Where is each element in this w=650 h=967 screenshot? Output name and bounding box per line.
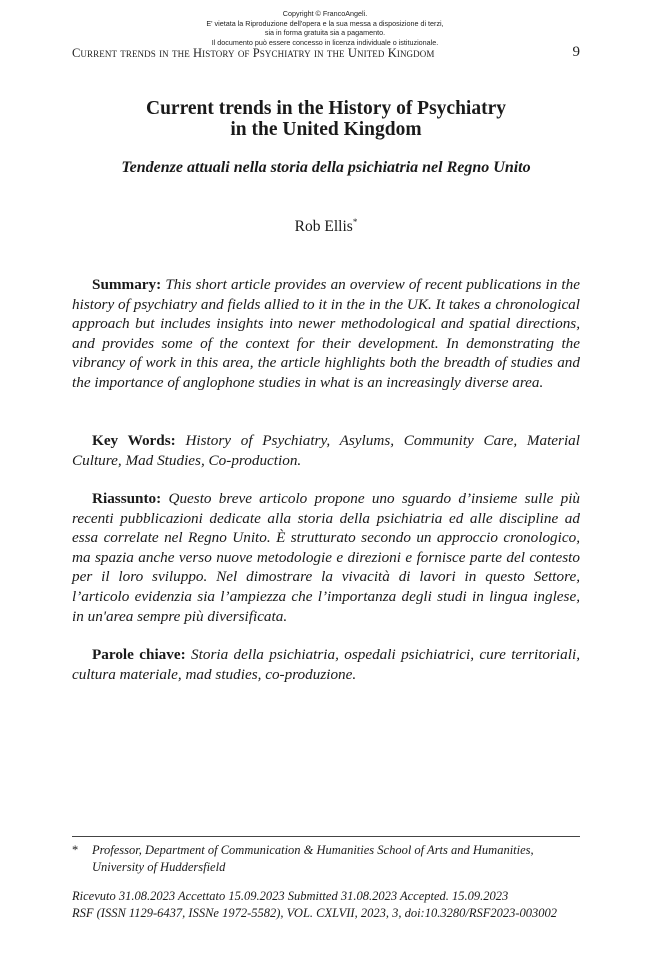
riassunto-label: Riassunto: [92,490,162,507]
author [72,218,580,236]
page-number: 9 [572,44,580,60]
summary-label: Summary: [92,276,162,293]
parole-chiave-text: Storia della psichiatria, ospedali psichiatrici, cure territoriali, cultura materiale, mad studies, co-produzione. [72,646,580,683]
running-head [72,46,580,61]
submission-dates: Ricevuto 31.08.2023 Accettato 15.09.2023 Submitted 31.08.2023 Accepted. 15.09.2023 [72,889,509,903]
parole-chiave-paragraph [72,645,580,684]
footnote-mark: * [72,843,79,857]
article-title-line: Current trends in the History of Psychiatry [146,98,506,119]
publication-info [72,888,592,922]
author-name: Rob Ellis [294,218,353,235]
summary-paragraph [72,275,580,393]
copyright-line: sia in forma gratuita sia a pagamento. [264,28,386,37]
keywords-label: Key Words: [92,432,176,449]
riassunto-paragraph [72,489,580,626]
parole-chiave-label: Parole chiave: [92,646,186,663]
author-footnote-mark: * [352,216,358,227]
footnote-divider [72,836,580,837]
keywords-paragraph [72,431,580,470]
citation-line: RSF (ISSN 1129-6437, ISSNe 1972-5582), VOL. CXLVII, 2023, 3, doi:10.3280/RSF2023-003002 [72,906,557,920]
keywords-text: History of Psychiatry, Asylums, Community Care, Material Culture, Mad Studies, Co-production. [72,432,580,469]
article-title-line: in the United Kingdom [230,119,422,140]
footnote-text: Professor, Department of Communication & Humanities School of Arts and Humanities, University of Huddersfield [92,843,534,874]
article-subtitle: Tendenze attuali nella storia della psichiatria nel Regno Unito [121,159,531,176]
running-title: Current trends in the History of Psychiatry in the United Kingdom [72,46,435,60]
copyright-line: E' vietata la Riproduzione dell'opera e la sua messa a disposizione di terzi, [206,18,444,28]
article-title [72,98,580,140]
author-footnote [72,842,580,876]
summary-text: This short article provides an overview of recent publications in the history of psychiatry and fields allied to it in the in the UK. It takes a chronological approach but includes insights into newer methodological and spatial directions, and provides some of the context for their development. In demonstrating the vibrancy of work in this area, the article highlights both the breadth of studies and the importance of anglophone studies in what is an increasingly diverse area. [72,276,580,391]
riassunto-text: Questo breve articolo propone uno sguardo d’insieme sulle più recenti pubblicazioni dedicate alla storia della psichiatria ed alle discipline ad essa correlate nel Regno Unito. È strutturato secondo un approccio cronologico, ma spazia anche verso nuove metodologie e direzioni e fornisce parte del contesto per il loro sviluppo. Nel dimostrare la vivacità di lavori in questo Settore, l’articolo evidenzia sia l’ampiezza che l’importanza degli studi in lingua inglese, in un'area sempre più diversificata. [72,490,581,625]
copyright-line: Il documento può essere concesso in licenza individuale o istituzionale. [211,37,439,47]
copyright-line: Copyright © FrancoAngeli. [282,9,368,18]
copyright-notice [0,9,650,47]
